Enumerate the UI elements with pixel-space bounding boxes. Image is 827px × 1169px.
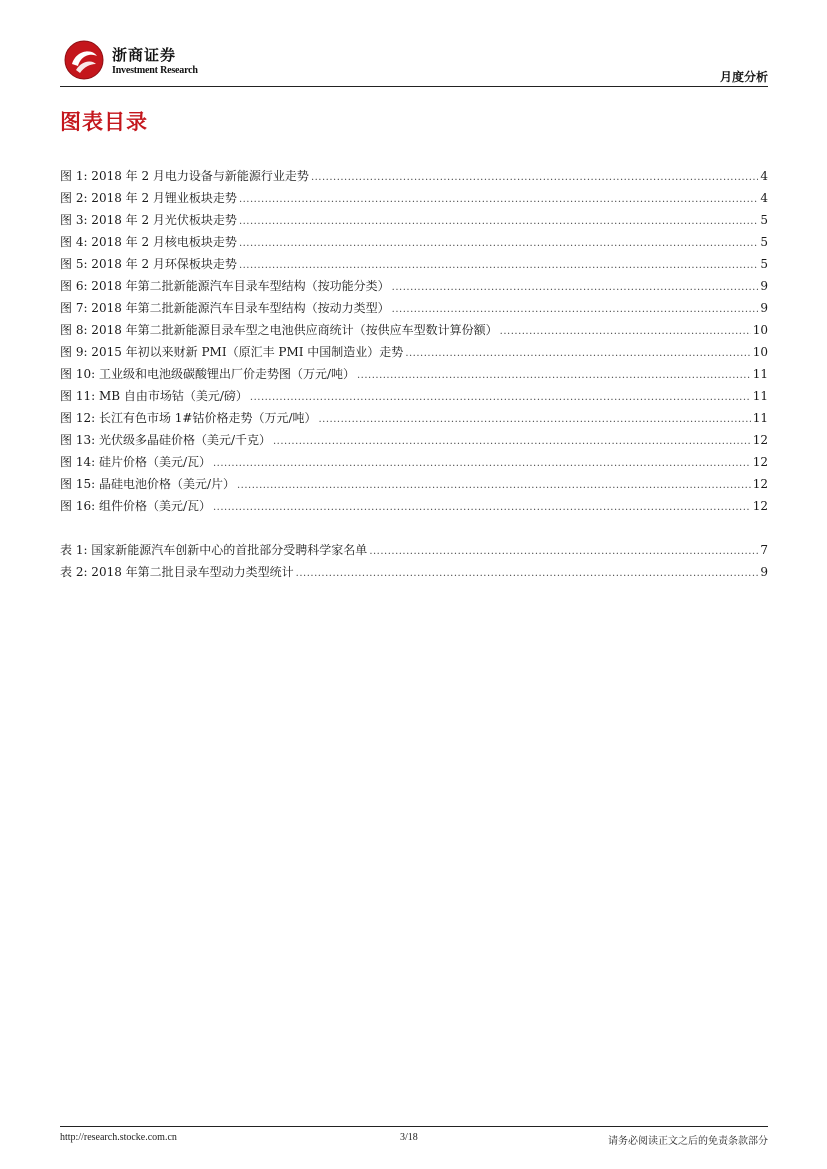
dot-leader (213, 497, 751, 519)
toc-entry-label: 表 2: 2018 年第二批目录车型动力类型统计 (60, 565, 294, 579)
figure-toc-row[interactable] (60, 495, 768, 517)
toc-entry-page: 12 (752, 477, 768, 491)
toc-entry-page: 11 (752, 411, 768, 425)
toc-entry-page: 11 (752, 367, 768, 381)
toc-entry-page: 4 (760, 191, 768, 205)
figure-toc-row[interactable] (60, 363, 768, 385)
figure-toc-row[interactable] (60, 429, 768, 451)
toc-entry-label: 图 11: MB 自由市场钴（美元/磅） (60, 389, 248, 403)
figure-toc-row[interactable] (60, 253, 768, 275)
dot-leader (239, 255, 758, 277)
toc-entry-page: 9 (760, 565, 768, 579)
footer-page-number: 3/18 (400, 1132, 418, 1143)
dot-leader (239, 211, 758, 233)
figure-toc-row[interactable] (60, 319, 768, 341)
table-list (60, 539, 768, 583)
toc-entry-label: 图 1: 2018 年 2 月电力设备与新能源行业走势 (60, 169, 309, 183)
toc-entry-label: 图 3: 2018 年 2 月光伏板块走势 (60, 213, 237, 227)
toc-entry-label: 图 10: 工业级和电池级碳酸锂出厂价走势图（万元/吨） (60, 367, 355, 381)
dot-leader (357, 365, 751, 387)
page-title: 图表目录 (60, 110, 148, 134)
dot-leader (239, 189, 758, 211)
dot-leader (311, 167, 758, 189)
toc-entry-page: 5 (760, 235, 768, 249)
dot-leader (319, 409, 751, 431)
toc-entry-label: 图 12: 长江有色市场 1#钴价格走势（万元/吨） (60, 411, 317, 425)
dot-leader (369, 541, 758, 563)
toc-entry-page: 5 (760, 257, 768, 271)
table-toc-row[interactable] (60, 539, 768, 561)
report-type-label: 月度分析 (719, 70, 768, 84)
toc-entry-label: 图 2: 2018 年 2 月锂业板块走势 (60, 191, 237, 205)
dot-leader (392, 277, 759, 299)
toc-entry-page: 5 (760, 213, 768, 227)
dot-leader (405, 343, 750, 365)
toc-entry-page: 7 (760, 543, 768, 557)
table-toc-row[interactable] (60, 561, 768, 583)
toc-entry-page: 10 (752, 323, 768, 337)
dot-leader (500, 321, 751, 343)
toc-entry-label: 图 16: 组件价格（美元/瓦） (60, 499, 211, 513)
footer-divider (60, 1126, 768, 1127)
toc-entry-page: 4 (760, 169, 768, 183)
toc-entry-label: 表 1: 国家新能源汽车创新中心的首批部分受聘科学家名单 (60, 543, 368, 557)
list-spacer (60, 517, 768, 539)
toc-entry-page: 12 (752, 433, 768, 447)
toc-entry-label: 图 9: 2015 年初以来财新 PMI（原汇丰 PMI 中国制造业）走势 (60, 345, 404, 359)
toc-entry-label: 图 14: 硅片价格（美元/瓦） (60, 455, 211, 469)
toc-entry-label: 图 8: 2018 年第二批新能源目录车型之电池供应商统计（按供应车型数计算份额） (60, 323, 498, 337)
table-of-figures (60, 165, 768, 583)
figure-toc-row[interactable] (60, 473, 768, 495)
figure-toc-row[interactable] (60, 451, 768, 473)
page-header (60, 38, 768, 88)
footer-disclaimer: 请务必阅读正文之后的免责条款部分 (608, 1136, 768, 1147)
toc-entry-label: 图 4: 2018 年 2 月核电板块走势 (60, 235, 237, 249)
dot-leader (239, 233, 758, 255)
figure-toc-row[interactable] (60, 231, 768, 253)
toc-entry-page: 12 (752, 499, 768, 513)
figure-toc-row[interactable] (60, 165, 768, 187)
dot-leader (273, 431, 751, 453)
toc-entry-label: 图 5: 2018 年 2 月环保板块走势 (60, 257, 237, 271)
figure-toc-row[interactable] (60, 341, 768, 363)
toc-entry-label: 图 6: 2018 年第二批新能源汽车目录车型结构（按功能分类） (60, 279, 390, 293)
dot-leader (296, 563, 759, 585)
dot-leader (250, 387, 751, 409)
toc-entry-page: 10 (752, 345, 768, 359)
figure-toc-row[interactable] (60, 187, 768, 209)
figure-toc-row[interactable] (60, 297, 768, 319)
figure-toc-row[interactable] (60, 407, 768, 429)
figure-toc-row[interactable] (60, 385, 768, 407)
dot-leader (213, 453, 751, 475)
dot-leader (237, 475, 751, 497)
brand-name-en: Investment Research (112, 65, 198, 76)
toc-entry-label: 图 13: 光伏级多晶硅价格（美元/千克） (60, 433, 271, 447)
footer-url[interactable]: http://research.stocke.com.cn (60, 1132, 177, 1143)
dot-leader (392, 299, 759, 321)
brand-name-cn: 浙商证券 (112, 46, 177, 64)
toc-entry-label: 图 15: 晶硅电池价格（美元/片） (60, 477, 235, 491)
figure-toc-row[interactable] (60, 209, 768, 231)
toc-entry-page: 12 (752, 455, 768, 469)
figure-toc-row[interactable] (60, 275, 768, 297)
zheshang-logo-icon (64, 40, 104, 80)
header-divider (60, 86, 768, 87)
toc-entry-page: 9 (760, 301, 768, 315)
toc-entry-page: 11 (752, 389, 768, 403)
toc-entry-page: 9 (760, 279, 768, 293)
toc-entry-label: 图 7: 2018 年第二批新能源汽车目录车型结构（按动力类型） (60, 301, 390, 315)
figure-list (60, 165, 768, 517)
